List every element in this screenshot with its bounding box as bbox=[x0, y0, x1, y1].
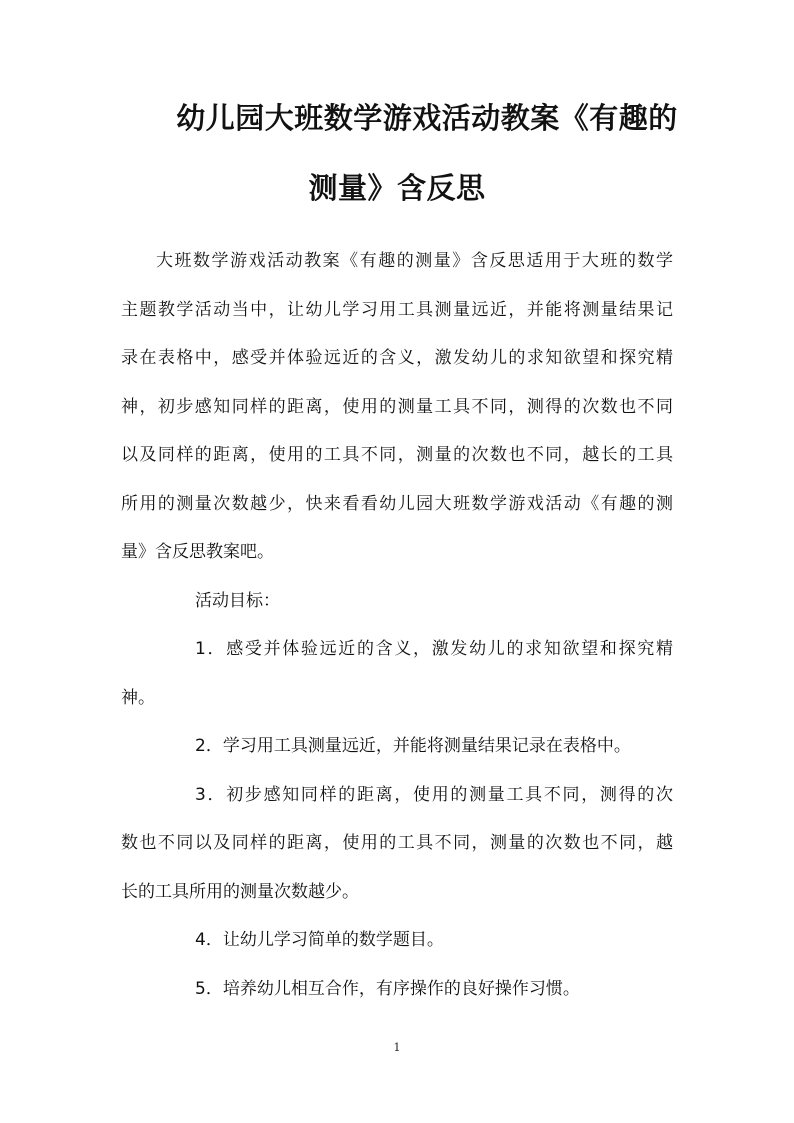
goal-item-line: 数也不同以及同样的距离，使用的工具不同，测量的次数也不同，越 bbox=[121, 833, 673, 853]
page-number: 1 bbox=[393, 1041, 401, 1054]
document-title-line-1: 幼儿园大班数学游戏活动教案《有趣的 bbox=[176, 101, 678, 135]
goal-item-line: 4．让幼儿学习简单的数学题目。 bbox=[195, 930, 444, 950]
document-body bbox=[121, 237, 673, 1013]
goal-item-line: 神。 bbox=[121, 687, 155, 708]
goals-heading: 活动目标： bbox=[195, 590, 280, 611]
intro-line: 以及同样的距离，使用的工具不同，测量的次数也不同，越长的工具 bbox=[121, 445, 673, 465]
intro-line: 大班数学游戏活动教案《有趣的测量》含反思适用于大班的数学 bbox=[156, 251, 673, 271]
goal-item-line: 长的工具所用的测量次数越少。 bbox=[121, 881, 359, 902]
intro-line: 所用的测量次数越少，快来看看幼儿园大班数学游戏活动《有趣的测 bbox=[121, 493, 673, 514]
intro-line: 量》含反思教案吧。 bbox=[121, 542, 274, 562]
document-title-line-2: 测量》含反思 bbox=[308, 171, 486, 205]
intro-line: 主题教学活动当中，让幼儿学习用工具测量远近，并能将测量结果记 bbox=[121, 299, 673, 320]
goal-item-line: 3．初步感知同样的距离，使用的测量工具不同，测得的次 bbox=[195, 784, 673, 805]
intro-line: 神，初步感知同样的距离，使用的测量工具不同，测得的次数也不同 bbox=[121, 396, 673, 417]
goal-item-line: 2．学习用工具测量远近，并能将测量结果记录在表格中。 bbox=[195, 736, 631, 756]
intro-line: 录在表格中，感受并体验远近的含义，激发幼儿的求知欲望和探究精 bbox=[121, 348, 673, 368]
goal-item-line: 1．感受并体验远近的含义，激发幼儿的求知欲望和探究精 bbox=[195, 639, 673, 659]
goal-item-line: 5．培养幼儿相互合作，有序操作的良好操作习惯。 bbox=[195, 978, 580, 999]
